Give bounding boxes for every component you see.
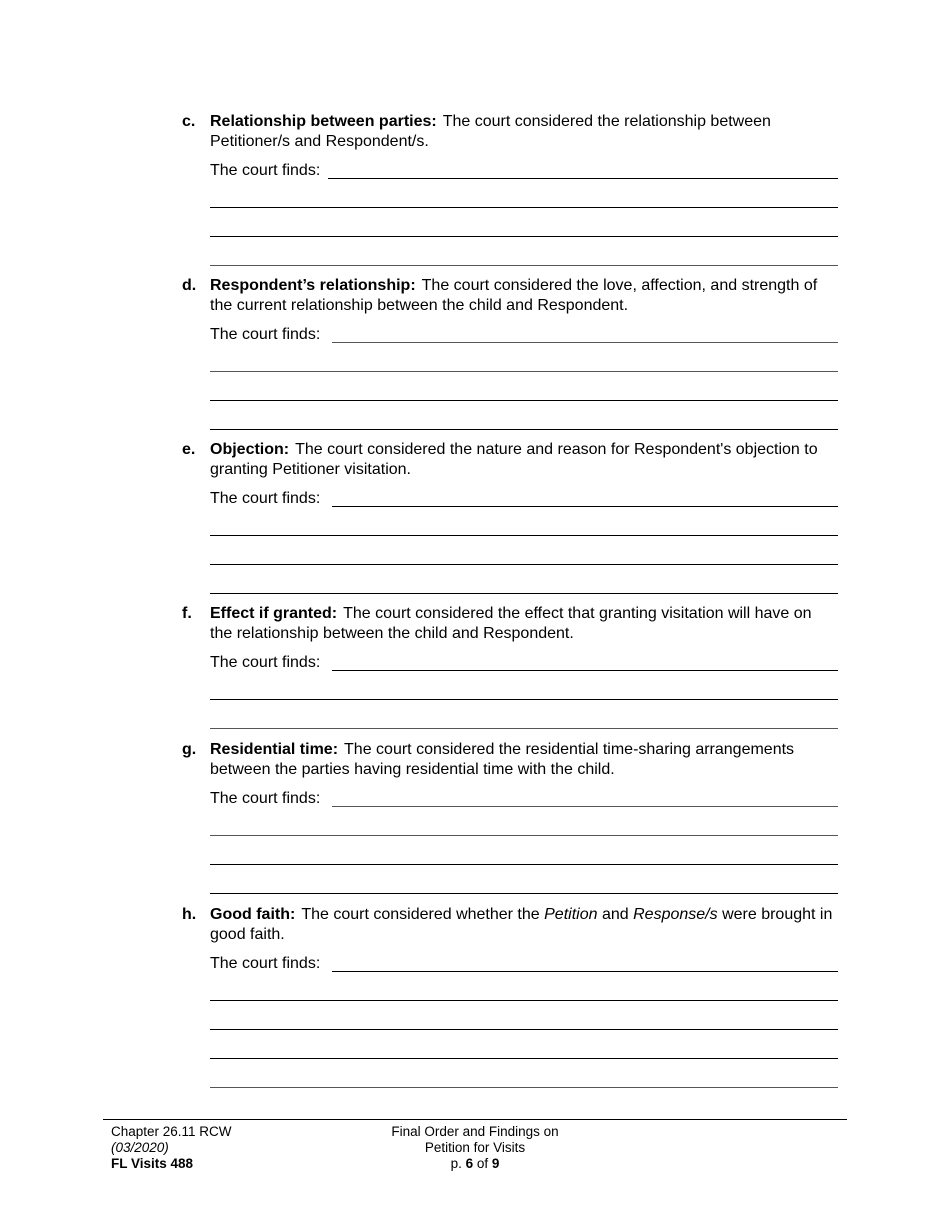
section-title: Relationship between parties: (210, 113, 437, 130)
section-letter: f. (182, 605, 192, 622)
page-current: 6 (465, 1156, 474, 1171)
footer-left (111, 1124, 232, 1172)
section-text (210, 905, 838, 945)
section-description: The court considered the effect that granting visitation will have on the relationship between the child and Respondent. (210, 605, 812, 642)
section-description-end: were brought in good faith. (210, 906, 833, 943)
court-finds-label: The court finds: (210, 162, 321, 179)
footer-divider (103, 1119, 847, 1120)
section-letter: g. (182, 741, 197, 758)
section-description-start: The court considered whether the (301, 906, 540, 923)
response-term: Response/s (633, 906, 718, 923)
answer-line[interactable] (332, 506, 838, 507)
court-finds-label: The court finds: (210, 654, 321, 671)
answer-line[interactable] (332, 670, 838, 671)
section-description: The court considered the love, affection, and strength of the current relationship between the child and Respondent. (210, 277, 818, 314)
answer-line[interactable] (210, 1000, 838, 1001)
answer-line[interactable] (332, 971, 838, 972)
answer-line[interactable] (210, 535, 838, 536)
answer-line[interactable] (210, 400, 838, 401)
answer-line[interactable] (210, 1087, 838, 1088)
footer-form-id: FL Visits 488 (111, 1156, 194, 1171)
page-total: 9 (491, 1156, 500, 1171)
page-number (355, 1156, 595, 1172)
section-text (210, 276, 838, 316)
answer-line[interactable] (210, 207, 838, 208)
answer-line[interactable] (210, 835, 838, 836)
page-of: of (476, 1156, 489, 1171)
page-prefix: p. (450, 1156, 462, 1171)
section-letter: e. (182, 441, 196, 458)
court-finds-label: The court finds: (210, 490, 321, 507)
section-letter: h. (182, 906, 197, 923)
answer-line[interactable] (210, 236, 838, 237)
section-description: The court considered the nature and reason for Respondent's objection to granting Petitioner visitation. (210, 441, 818, 478)
footer-title-line1: Final Order and Findings on (391, 1124, 559, 1139)
footer-chapter: Chapter 26.11 RCW (111, 1124, 232, 1139)
answer-line[interactable] (210, 893, 838, 894)
section-title: Respondent’s relationship: (210, 277, 416, 294)
section-letter: d. (182, 277, 197, 294)
section-title: Residential time: (210, 741, 339, 758)
petition-term: Petition (544, 906, 598, 923)
court-finds-label: The court finds: (210, 955, 321, 972)
answer-line[interactable] (332, 342, 838, 343)
answer-line[interactable] (210, 728, 838, 729)
section-letter: c. (182, 113, 196, 130)
section-text (210, 740, 838, 780)
answer-line[interactable] (210, 429, 838, 430)
section-text (210, 112, 838, 152)
answer-line[interactable] (210, 371, 838, 372)
answer-line[interactable] (210, 593, 838, 594)
section-text (210, 604, 838, 644)
answer-line[interactable] (332, 806, 838, 807)
answer-line[interactable] (328, 178, 838, 179)
court-finds-label: The court finds: (210, 790, 321, 807)
answer-line[interactable] (210, 699, 838, 700)
footer-title-line2: Petition for Visits (424, 1140, 526, 1155)
section-title: Effect if granted: (210, 605, 338, 622)
answer-line[interactable] (210, 864, 838, 865)
footer-date: (03/2020) (111, 1140, 169, 1155)
footer-center (355, 1124, 595, 1172)
section-description: The court considered the residential time-sharing arrangements between the parties having residential time with the child. (210, 741, 795, 778)
answer-line[interactable] (210, 564, 838, 565)
section-text (210, 440, 838, 480)
answer-line[interactable] (210, 1058, 838, 1059)
court-finds-label: The court finds: (210, 326, 321, 343)
answer-line[interactable] (210, 1029, 838, 1030)
section-title: Good faith: (210, 906, 296, 923)
answer-line[interactable] (210, 265, 838, 266)
section-title: Objection: (210, 441, 290, 458)
conjunction: and (601, 906, 629, 923)
section-description: The court considered the relationship between Petitioner/s and Respondent/s. (210, 113, 771, 150)
